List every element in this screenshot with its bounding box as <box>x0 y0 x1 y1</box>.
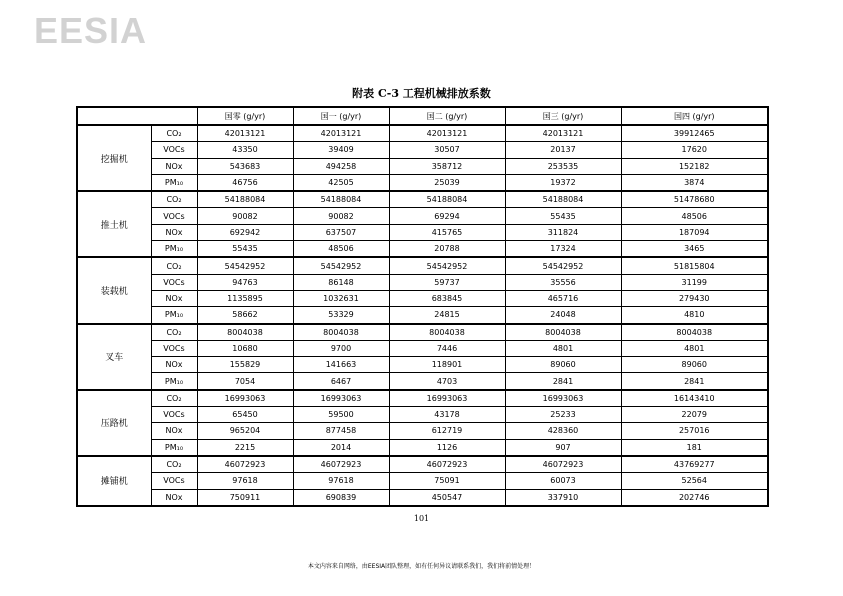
value-cell: 65450 <box>197 407 293 423</box>
value-cell: 90082 <box>293 208 389 224</box>
pollutant-cell: VOCs <box>151 473 197 489</box>
value-cell: 43769277 <box>621 456 768 473</box>
value-cell: 89060 <box>621 357 768 373</box>
value-cell: 612719 <box>389 423 505 439</box>
value-cell: 8004038 <box>621 324 768 341</box>
value-cell: 4810 <box>621 307 768 324</box>
value-cell: 86148 <box>293 274 389 290</box>
pollutant-cell: CO₂ <box>151 456 197 473</box>
value-cell: 19372 <box>505 174 621 191</box>
value-cell: 1126 <box>389 439 505 456</box>
value-cell: 42013121 <box>389 125 505 142</box>
value-cell: 16993063 <box>389 390 505 407</box>
pollutant-cell: NOx <box>151 423 197 439</box>
table-row <box>77 324 768 341</box>
header-row <box>77 107 768 125</box>
column-header: 国四 (g/yr) <box>621 107 768 125</box>
value-cell: 257016 <box>621 423 768 439</box>
value-cell: 75091 <box>389 473 505 489</box>
value-cell: 24048 <box>505 307 621 324</box>
pollutant-cell: CO₂ <box>151 324 197 341</box>
table-row <box>77 489 768 506</box>
value-cell: 90082 <box>197 208 293 224</box>
value-cell: 54188084 <box>293 191 389 208</box>
value-cell: 16993063 <box>293 390 389 407</box>
value-cell: 59737 <box>389 274 505 290</box>
value-cell: 450547 <box>389 489 505 506</box>
pollutant-cell: VOCs <box>151 142 197 158</box>
value-cell: 494258 <box>293 158 389 174</box>
value-cell: 46072923 <box>197 456 293 473</box>
value-cell: 25233 <box>505 407 621 423</box>
machine-name-cell: 推土机 <box>77 191 151 257</box>
page-number: 101 <box>413 514 430 523</box>
value-cell: 7054 <box>197 373 293 390</box>
value-cell: 54542952 <box>197 257 293 274</box>
value-cell: 202746 <box>621 489 768 506</box>
value-cell: 2014 <box>293 439 389 456</box>
value-cell: 690839 <box>293 489 389 506</box>
value-cell: 6467 <box>293 373 389 390</box>
value-cell: 16993063 <box>505 390 621 407</box>
value-cell: 1135895 <box>197 290 293 306</box>
value-cell: 54542952 <box>389 257 505 274</box>
value-cell: 465716 <box>505 290 621 306</box>
value-cell: 42505 <box>293 174 389 191</box>
value-cell: 25039 <box>389 174 505 191</box>
value-cell: 4801 <box>505 340 621 356</box>
value-cell: 54542952 <box>293 257 389 274</box>
value-cell: 2215 <box>197 439 293 456</box>
value-cell: 94763 <box>197 274 293 290</box>
table-row <box>77 473 768 489</box>
table-row <box>77 174 768 191</box>
value-cell: 750911 <box>197 489 293 506</box>
value-cell: 1032631 <box>293 290 389 306</box>
value-cell: 46756 <box>197 174 293 191</box>
table-row <box>77 390 768 407</box>
value-cell: 637507 <box>293 224 389 240</box>
eesia-logo: EESIA <box>34 10 148 51</box>
pollutant-cell: PM₁₀ <box>151 307 197 324</box>
value-cell: 42013121 <box>197 125 293 142</box>
value-cell: 20137 <box>505 142 621 158</box>
value-cell: 337910 <box>505 489 621 506</box>
pollutant-cell: VOCs <box>151 340 197 356</box>
table-row <box>77 274 768 290</box>
value-cell: 181 <box>621 439 768 456</box>
value-cell: 31199 <box>621 274 768 290</box>
value-cell: 43350 <box>197 142 293 158</box>
value-cell: 16993063 <box>197 390 293 407</box>
value-cell: 48506 <box>293 241 389 258</box>
value-cell: 8004038 <box>293 324 389 341</box>
value-cell: 279430 <box>621 290 768 306</box>
pollutant-cell: NOx <box>151 357 197 373</box>
table-row <box>77 290 768 306</box>
table-row <box>77 158 768 174</box>
value-cell: 89060 <box>505 357 621 373</box>
value-cell: 683845 <box>389 290 505 306</box>
value-cell: 965204 <box>197 423 293 439</box>
pollutant-cell: NOx <box>151 224 197 240</box>
value-cell: 415765 <box>389 224 505 240</box>
value-cell: 20788 <box>389 241 505 258</box>
value-cell: 4801 <box>621 340 768 356</box>
value-cell: 97618 <box>197 473 293 489</box>
value-cell: 2841 <box>505 373 621 390</box>
value-cell: 141663 <box>293 357 389 373</box>
value-cell: 253535 <box>505 158 621 174</box>
pollutant-cell: NOx <box>151 158 197 174</box>
value-cell: 3465 <box>621 241 768 258</box>
machine-name-cell: 摊铺机 <box>77 456 151 506</box>
value-cell: 48506 <box>621 208 768 224</box>
value-cell: 46072923 <box>293 456 389 473</box>
value-cell: 54542952 <box>505 257 621 274</box>
table-row <box>77 423 768 439</box>
value-cell: 69294 <box>389 208 505 224</box>
value-cell: 9700 <box>293 340 389 356</box>
value-cell: 877458 <box>293 423 389 439</box>
table-row <box>77 456 768 473</box>
value-cell: 35556 <box>505 274 621 290</box>
value-cell: 30507 <box>389 142 505 158</box>
table-row <box>77 257 768 274</box>
value-cell: 55435 <box>197 241 293 258</box>
emission-factor-table <box>76 106 769 507</box>
value-cell: 24815 <box>389 307 505 324</box>
value-cell: 692942 <box>197 224 293 240</box>
machine-name-cell: 叉车 <box>77 324 151 390</box>
value-cell: 58662 <box>197 307 293 324</box>
table-row <box>77 307 768 324</box>
table-body <box>77 125 768 506</box>
value-cell: 8004038 <box>505 324 621 341</box>
value-cell: 46072923 <box>389 456 505 473</box>
pollutant-cell: CO₂ <box>151 257 197 274</box>
pollutant-cell: NOx <box>151 489 197 506</box>
table-row <box>77 191 768 208</box>
value-cell: 54188084 <box>389 191 505 208</box>
column-header: 国二 (g/yr) <box>389 107 505 125</box>
value-cell: 17324 <box>505 241 621 258</box>
value-cell: 46072923 <box>505 456 621 473</box>
value-cell: 52564 <box>621 473 768 489</box>
table-row <box>77 142 768 158</box>
table-row <box>77 241 768 258</box>
value-cell: 16143410 <box>621 390 768 407</box>
pollutant-cell: PM₁₀ <box>151 373 197 390</box>
table-row <box>77 224 768 240</box>
column-header: 国零 (g/yr) <box>197 107 293 125</box>
header-blank-cell <box>77 107 197 125</box>
value-cell: 51815804 <box>621 257 768 274</box>
value-cell: 55435 <box>505 208 621 224</box>
pollutant-cell: VOCs <box>151 208 197 224</box>
table-row <box>77 125 768 142</box>
column-header: 国一 (g/yr) <box>293 107 389 125</box>
value-cell: 907 <box>505 439 621 456</box>
value-cell: 428360 <box>505 423 621 439</box>
value-cell: 39409 <box>293 142 389 158</box>
value-cell: 54188084 <box>505 191 621 208</box>
table-title: 附表 C-3 工程机械排放系数 <box>352 87 491 100</box>
value-cell: 152182 <box>621 158 768 174</box>
value-cell: 3874 <box>621 174 768 191</box>
value-cell: 7446 <box>389 340 505 356</box>
value-cell: 43178 <box>389 407 505 423</box>
pollutant-cell: CO₂ <box>151 191 197 208</box>
table-row <box>77 208 768 224</box>
value-cell: 60073 <box>505 473 621 489</box>
value-cell: 51478680 <box>621 191 768 208</box>
value-cell: 53329 <box>293 307 389 324</box>
table-row <box>77 439 768 456</box>
table-row <box>77 357 768 373</box>
column-header: 国三 (g/yr) <box>505 107 621 125</box>
machine-name-cell: 压路机 <box>77 390 151 456</box>
pollutant-cell: PM₁₀ <box>151 174 197 191</box>
value-cell: 543683 <box>197 158 293 174</box>
value-cell: 22079 <box>621 407 768 423</box>
pollutant-cell: CO₂ <box>151 125 197 142</box>
value-cell: 118901 <box>389 357 505 373</box>
table-row <box>77 407 768 423</box>
value-cell: 39912465 <box>621 125 768 142</box>
value-cell: 97618 <box>293 473 389 489</box>
machine-name-cell: 装载机 <box>77 257 151 323</box>
table-row <box>77 340 768 356</box>
value-cell: 42013121 <box>505 125 621 142</box>
value-cell: 155829 <box>197 357 293 373</box>
value-cell: 4703 <box>389 373 505 390</box>
value-cell: 8004038 <box>197 324 293 341</box>
value-cell: 54188084 <box>197 191 293 208</box>
pollutant-cell: VOCs <box>151 407 197 423</box>
value-cell: 8004038 <box>389 324 505 341</box>
pollutant-cell: VOCs <box>151 274 197 290</box>
pollutant-cell: PM₁₀ <box>151 439 197 456</box>
value-cell: 358712 <box>389 158 505 174</box>
pollutant-cell: PM₁₀ <box>151 241 197 258</box>
value-cell: 59500 <box>293 407 389 423</box>
value-cell: 311824 <box>505 224 621 240</box>
machine-name-cell: 挖掘机 <box>77 125 151 191</box>
value-cell: 17620 <box>621 142 768 158</box>
value-cell: 10680 <box>197 340 293 356</box>
pollutant-cell: CO₂ <box>151 390 197 407</box>
value-cell: 42013121 <box>293 125 389 142</box>
value-cell: 187094 <box>621 224 768 240</box>
footer-note: 本文内容来自网络，由EESIA团队整理，如有任何异议请联系我们，我们将前情处理！ <box>307 563 536 570</box>
value-cell: 2841 <box>621 373 768 390</box>
pollutant-cell: NOx <box>151 290 197 306</box>
table-row <box>77 373 768 390</box>
